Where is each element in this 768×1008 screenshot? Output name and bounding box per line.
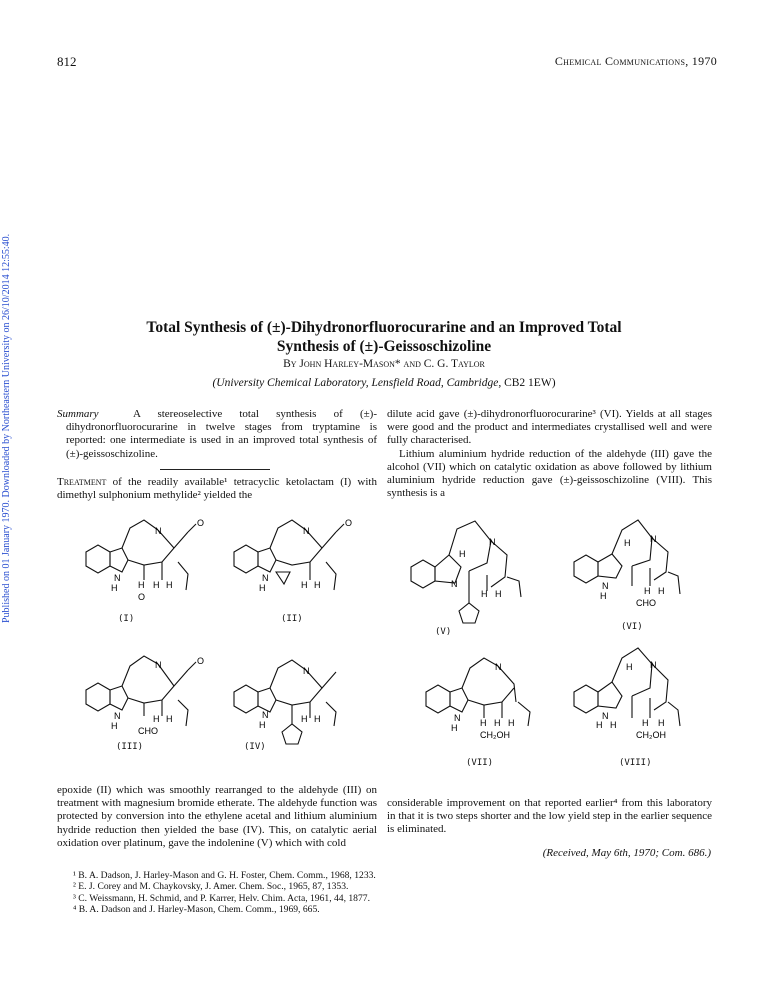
svg-text:N: N <box>602 711 609 721</box>
svg-text:N: N <box>303 526 310 536</box>
structure-label: (IV) <box>244 742 266 752</box>
svg-text:H: H <box>111 583 118 593</box>
page-number: 812 <box>57 54 77 69</box>
body-paragraph-3: considerable improvement on that reported earlier⁴ from this laboratory in that it is two steps shorter and the low yield step in the earlier sequence is eliminated. <box>387 797 712 836</box>
structure-VIII-sub: CH₂OH <box>636 730 666 740</box>
reference-3: ³ C. Weissmann, H. Schmid, and P. Karrer, Helv. Chim. Acta, 1961, 44, 1877. <box>73 892 370 904</box>
svg-text:N: N <box>451 579 458 589</box>
structure-label: (III) <box>116 742 144 752</box>
received-date: (Received, May 6th, 1970; Com. 686.) <box>542 847 711 859</box>
structure-VIII <box>566 640 711 768</box>
para1-text: of the readily available¹ tetracyclic ketolactam (I) with dimethyl sulphonium methylide² yielded the <box>57 476 377 502</box>
svg-text:H: H <box>166 580 173 590</box>
structure-VI-sub: CHO <box>636 598 656 608</box>
structure-V <box>403 515 548 637</box>
svg-text:N: N <box>489 537 496 547</box>
author-byline <box>60 358 708 370</box>
reference-4: ⁴ B. A. Dadson and J. Harley-Mason, Chem. Comm., 1969, 665. <box>73 904 320 916</box>
svg-text:H: H <box>600 591 607 601</box>
structure-I <box>78 510 223 624</box>
svg-text:H: H <box>610 720 617 730</box>
svg-text:N: N <box>602 581 609 591</box>
svg-text:H: H <box>301 714 308 724</box>
svg-text:H: H <box>626 662 633 672</box>
body-paragraph-2: epoxide (II) which was smoothly rearranged to the aldehyde (III) on treatment with magnesium bromide etherate. The aldehyde function was protected by conversion into the ethylene acetal and lithium aluminium hydride reduction then yielded the base (IV). This, on catalytic aerial oxidation over platinum, gave the indolenine (V) which with cold <box>57 784 377 849</box>
structure-III-drawing <box>78 638 223 738</box>
svg-text:H: H <box>166 714 173 724</box>
svg-text:H: H <box>451 723 458 733</box>
structure-VII-sub: CH₂OH <box>480 730 510 740</box>
svg-text:N: N <box>155 660 162 670</box>
right-col-para-1: dilute acid gave (±)-dihydronorfluorocurarine³ (VI). Yields at all stages were good and the product and intermediates crystallised well and were fully characterised. <box>387 408 712 447</box>
right-col-para-2: Lithium aluminium hydride reduction of the aldehyde (III) gave the alcohol (VII) which on catalytic oxidation as above followed by lithium aluminium hydride reduction gave (±)-geissoschizoline (VIII). This synthesis is a <box>387 447 712 500</box>
svg-text:H: H <box>314 714 321 724</box>
byline-text: By John Harley-Mason* and C. G. Taylor <box>283 358 485 370</box>
title-line-2: Synthesis of (±)-Geissoschizoline <box>276 338 492 355</box>
svg-text:N: N <box>155 526 162 536</box>
reference-1: ¹ B. A. Dadson, J. Harley-Mason and G. H. Foster, Chem. Comm., 1968, 1233. <box>73 870 376 881</box>
structure-II-drawing <box>226 510 371 610</box>
structure-III-sub: CHO <box>138 726 158 736</box>
structure-I-sub: O <box>138 592 146 602</box>
svg-text:N: N <box>114 573 121 583</box>
svg-text:H: H <box>658 586 665 596</box>
svg-text:H: H <box>259 720 266 730</box>
svg-text:O: O <box>197 518 205 528</box>
svg-text:H: H <box>111 721 118 731</box>
svg-text:H: H <box>481 589 488 599</box>
summary-label: Summary <box>57 408 99 420</box>
structure-V-drawing <box>403 515 548 630</box>
title-line-1: Total Synthesis of (±)-Dihydronorfluorocurarine and an Improved Total <box>146 319 622 336</box>
structure-label: (VIII) <box>619 758 652 768</box>
svg-text:H: H <box>314 580 321 590</box>
svg-text:H: H <box>596 720 603 730</box>
svg-text:H: H <box>658 718 665 728</box>
structure-VI-drawing <box>566 510 711 610</box>
article-title <box>60 318 708 356</box>
structure-III <box>78 638 223 752</box>
svg-text:O: O <box>197 656 205 666</box>
svg-text:H: H <box>153 580 160 590</box>
reference-2: ² E. J. Corey and M. Chaykovsky, J. Amer. Chem. Soc., 1965, 87, 1353. <box>73 881 349 893</box>
download-watermark[interactable]: Published on 01 January 1970. Downloaded by Northeastern University on 26/10/2014 12:55:40. <box>1 233 12 623</box>
summary-divider <box>160 469 270 470</box>
structure-II <box>226 510 371 624</box>
svg-text:H: H <box>495 589 502 599</box>
affiliation-prefix: (University Chemical Laboratory, Lensfield Road, Cambridge, <box>212 377 502 389</box>
structure-IV <box>226 650 371 750</box>
journal-title: Chemical Communications, 1970 <box>554 54 717 68</box>
structure-I-drawing <box>78 510 223 610</box>
svg-text:O: O <box>345 518 353 528</box>
journal-name <box>555 54 717 69</box>
svg-text:H: H <box>138 580 145 590</box>
structure-VI <box>566 510 711 632</box>
svg-text:H: H <box>624 538 631 548</box>
svg-text:H: H <box>459 549 466 559</box>
svg-text:N: N <box>303 666 310 676</box>
svg-text:H: H <box>153 714 160 724</box>
svg-text:H: H <box>642 718 649 728</box>
structure-IV-drawing <box>226 650 371 750</box>
svg-text:H: H <box>301 580 308 590</box>
para1-lead: Treatment <box>57 476 107 488</box>
svg-text:H: H <box>644 586 651 596</box>
svg-text:N: N <box>262 573 269 583</box>
structure-label: (V) <box>435 627 452 637</box>
svg-text:N: N <box>650 660 657 670</box>
structure-VII-drawing <box>418 640 563 745</box>
structure-VIII-drawing <box>566 640 711 745</box>
svg-text:N: N <box>495 662 502 672</box>
summary-text: A stereoselective total synthesis of (±)-dihydronorfluorocurarine in twelve stages from tryptamine is reported: one intermediate is used in an improved total synthesis of (±)-geissoschizoline. <box>66 408 377 460</box>
svg-text:H: H <box>480 718 487 728</box>
structure-VII <box>418 640 563 768</box>
svg-text:N: N <box>454 713 461 723</box>
svg-text:H: H <box>494 718 501 728</box>
summary-paragraph <box>57 408 377 461</box>
svg-text:H: H <box>508 718 515 728</box>
svg-text:N: N <box>650 534 657 544</box>
right-column-top <box>387 408 712 500</box>
structure-label: (II) <box>281 614 303 624</box>
references-list <box>73 870 376 916</box>
structure-label: (VI) <box>621 622 643 632</box>
body-paragraph-1 <box>57 476 377 502</box>
affiliation <box>60 377 708 389</box>
summary-hang <box>57 408 377 461</box>
svg-text:N: N <box>114 711 121 721</box>
structure-label: (I) <box>118 614 135 624</box>
affiliation-suffix: CB2 1EW) <box>504 377 556 389</box>
svg-text:N: N <box>262 710 269 720</box>
structure-label: (VII) <box>466 758 494 768</box>
svg-text:H: H <box>259 583 266 593</box>
